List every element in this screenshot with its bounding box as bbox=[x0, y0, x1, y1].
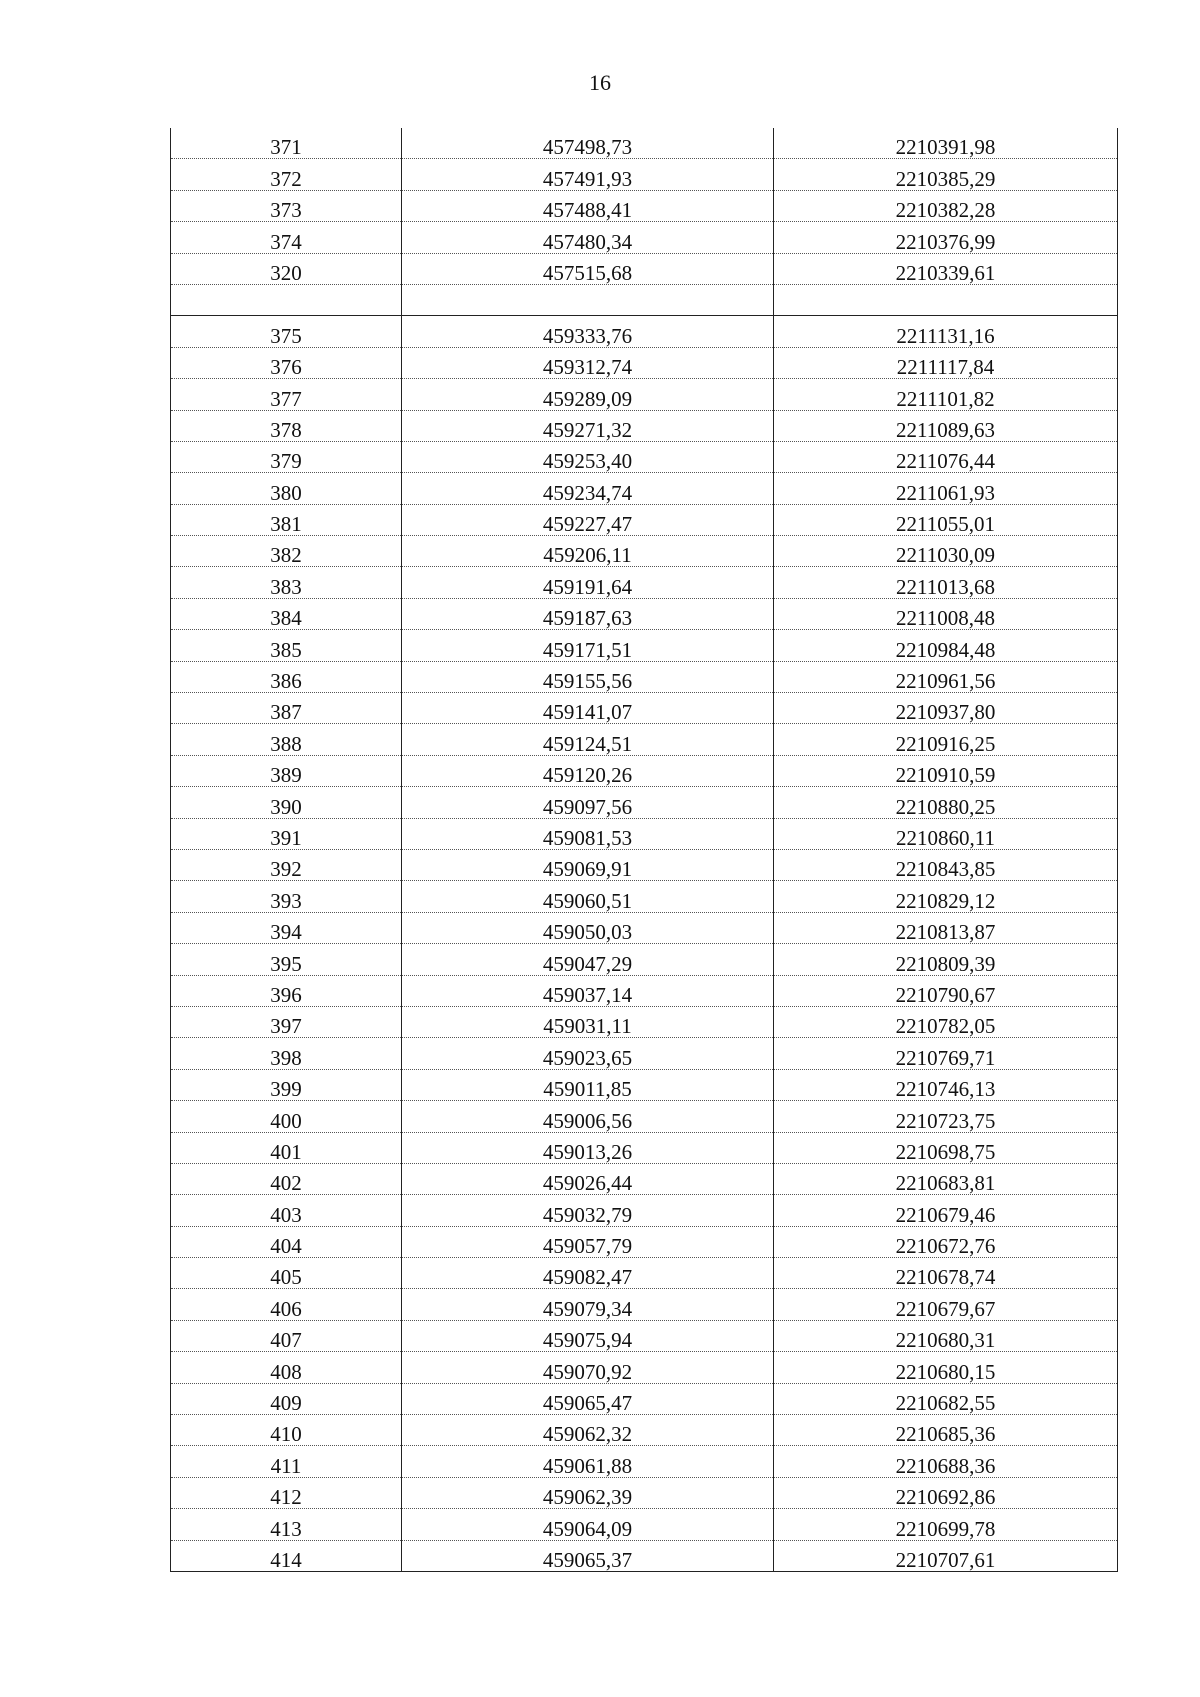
point-number-cell: 394 bbox=[171, 912, 402, 943]
x-coordinate-cell: 459253,40 bbox=[402, 441, 774, 472]
table-row bbox=[171, 787, 1118, 818]
table-row bbox=[171, 410, 1118, 441]
table-row bbox=[171, 1477, 1118, 1508]
point-number-cell: 392 bbox=[171, 849, 402, 880]
x-coordinate-cell: 459047,29 bbox=[402, 944, 774, 975]
x-coordinate-cell: 459097,56 bbox=[402, 787, 774, 818]
y-coordinate-cell: 2210339,61 bbox=[774, 253, 1118, 284]
table-row bbox=[171, 536, 1118, 567]
x-coordinate-cell: 459006,56 bbox=[402, 1101, 774, 1132]
point-number-cell: 401 bbox=[171, 1132, 402, 1163]
y-coordinate-cell: 2210707,61 bbox=[774, 1540, 1118, 1571]
y-coordinate-cell: 2210683,81 bbox=[774, 1163, 1118, 1194]
point-number-cell: 386 bbox=[171, 661, 402, 692]
x-coordinate-cell: 459065,37 bbox=[402, 1540, 774, 1571]
y-coordinate-cell: 2210382,28 bbox=[774, 190, 1118, 221]
point-number-cell: 408 bbox=[171, 1352, 402, 1383]
y-coordinate-cell: 2210984,48 bbox=[774, 630, 1118, 661]
x-coordinate-cell: 459032,79 bbox=[402, 1195, 774, 1226]
page-number: 16 bbox=[589, 70, 611, 95]
y-coordinate-cell: 2210679,67 bbox=[774, 1289, 1118, 1320]
point-number-cell: 400 bbox=[171, 1101, 402, 1132]
table-row bbox=[171, 253, 1118, 284]
y-coordinate-cell: 2210698,75 bbox=[774, 1132, 1118, 1163]
point-number-cell: 413 bbox=[171, 1509, 402, 1540]
table-row bbox=[171, 849, 1118, 880]
y-coordinate-cell: 2211061,93 bbox=[774, 473, 1118, 504]
x-coordinate-cell: 459011,85 bbox=[402, 1069, 774, 1100]
table-row bbox=[171, 818, 1118, 849]
x-coordinate-cell: 459050,03 bbox=[402, 912, 774, 943]
y-coordinate-cell: 2210680,31 bbox=[774, 1320, 1118, 1351]
x-coordinate-cell: 459062,39 bbox=[402, 1477, 774, 1508]
table-row bbox=[171, 1038, 1118, 1069]
point-number-cell: 399 bbox=[171, 1069, 402, 1100]
point-number-cell: 396 bbox=[171, 975, 402, 1006]
point-number-cell: 374 bbox=[171, 222, 402, 253]
point-number-cell: 388 bbox=[171, 724, 402, 755]
point-number-cell: 410 bbox=[171, 1415, 402, 1446]
point-number-cell: 398 bbox=[171, 1038, 402, 1069]
y-coordinate-cell: 2210860,11 bbox=[774, 818, 1118, 849]
table-row bbox=[171, 316, 1118, 347]
x-coordinate-cell: 459120,26 bbox=[402, 755, 774, 786]
y-coordinate-cell: 2211008,48 bbox=[774, 598, 1118, 629]
table-row bbox=[171, 944, 1118, 975]
point-number-cell: 407 bbox=[171, 1320, 402, 1351]
y-coordinate-cell: 2210692,86 bbox=[774, 1477, 1118, 1508]
y-coordinate-cell: 2210699,78 bbox=[774, 1509, 1118, 1540]
point-number-cell: 320 bbox=[171, 253, 402, 284]
table-row bbox=[171, 128, 1118, 159]
x-coordinate-cell: 459271,32 bbox=[402, 410, 774, 441]
y-coordinate-cell: 2210809,39 bbox=[774, 944, 1118, 975]
x-coordinate-cell: 459187,63 bbox=[402, 598, 774, 629]
table-row bbox=[171, 1069, 1118, 1100]
point-number-cell: 405 bbox=[171, 1258, 402, 1289]
table-row bbox=[171, 693, 1118, 724]
point-number-cell: 385 bbox=[171, 630, 402, 661]
table-row bbox=[171, 755, 1118, 786]
point-number-cell: 403 bbox=[171, 1195, 402, 1226]
x-coordinate-cell: 459013,26 bbox=[402, 1132, 774, 1163]
coordinates-table bbox=[170, 128, 1118, 1572]
x-coordinate-cell: 459124,51 bbox=[402, 724, 774, 755]
y-coordinate-cell: 2211101,82 bbox=[774, 379, 1118, 410]
table-row bbox=[171, 724, 1118, 755]
y-coordinate-cell: 2210937,80 bbox=[774, 693, 1118, 724]
point-number-cell: 406 bbox=[171, 1289, 402, 1320]
y-coordinate-cell: 2210376,99 bbox=[774, 222, 1118, 253]
point-number-cell: 383 bbox=[171, 567, 402, 598]
point-number-cell: 376 bbox=[171, 347, 402, 378]
x-coordinate-cell: 459069,91 bbox=[402, 849, 774, 880]
y-coordinate-cell: 2210769,71 bbox=[774, 1038, 1118, 1069]
point-number-cell: 397 bbox=[171, 1006, 402, 1037]
y-coordinate-cell: 2210961,56 bbox=[774, 661, 1118, 692]
point-number-cell: 390 bbox=[171, 787, 402, 818]
x-coordinate-cell: 459075,94 bbox=[402, 1320, 774, 1351]
point-number-cell: 404 bbox=[171, 1226, 402, 1257]
y-coordinate-cell: 2210678,74 bbox=[774, 1258, 1118, 1289]
x-coordinate-cell: 459064,09 bbox=[402, 1509, 774, 1540]
point-number-cell: 378 bbox=[171, 410, 402, 441]
y-coordinate-cell: 2210391,98 bbox=[774, 128, 1118, 159]
point-number-cell: 389 bbox=[171, 755, 402, 786]
x-coordinate-cell: 459062,32 bbox=[402, 1415, 774, 1446]
x-coordinate-cell: 459061,88 bbox=[402, 1446, 774, 1477]
coordinates-table-body bbox=[171, 128, 1118, 1571]
y-coordinate-cell: 2210385,29 bbox=[774, 159, 1118, 190]
table-row bbox=[171, 1195, 1118, 1226]
x-coordinate-cell: 459206,11 bbox=[402, 536, 774, 567]
point-number-cell: 414 bbox=[171, 1540, 402, 1571]
table-row bbox=[171, 1446, 1118, 1477]
point-number-cell: 373 bbox=[171, 190, 402, 221]
y-coordinate-cell: 2211089,63 bbox=[774, 410, 1118, 441]
y-coordinate-cell: 2210790,67 bbox=[774, 975, 1118, 1006]
y-coordinate-cell: 2211013,68 bbox=[774, 567, 1118, 598]
x-coordinate-cell: 459079,34 bbox=[402, 1289, 774, 1320]
table-row bbox=[171, 881, 1118, 912]
point-number-cell: 380 bbox=[171, 473, 402, 504]
y-coordinate-cell: 2211076,44 bbox=[774, 441, 1118, 472]
y-coordinate-cell: 2210782,05 bbox=[774, 1006, 1118, 1037]
x-coordinate-cell: 459070,92 bbox=[402, 1352, 774, 1383]
y-coordinate-cell bbox=[774, 284, 1118, 315]
y-coordinate-cell: 2210680,15 bbox=[774, 1352, 1118, 1383]
table-row bbox=[171, 598, 1118, 629]
table-row bbox=[171, 567, 1118, 598]
y-coordinate-cell: 2210723,75 bbox=[774, 1101, 1118, 1132]
table-row bbox=[171, 1383, 1118, 1414]
table-row bbox=[171, 1163, 1118, 1194]
table-row bbox=[171, 504, 1118, 535]
x-coordinate-cell: 459057,79 bbox=[402, 1226, 774, 1257]
table-row bbox=[171, 1320, 1118, 1351]
point-number-cell: 382 bbox=[171, 536, 402, 567]
y-coordinate-cell: 2210679,46 bbox=[774, 1195, 1118, 1226]
point-number-cell: 375 bbox=[171, 316, 402, 347]
table-row bbox=[171, 975, 1118, 1006]
table-row bbox=[171, 1289, 1118, 1320]
table-row bbox=[171, 1258, 1118, 1289]
point-number-cell: 372 bbox=[171, 159, 402, 190]
y-coordinate-cell: 2210682,55 bbox=[774, 1383, 1118, 1414]
y-coordinate-cell: 2210813,87 bbox=[774, 912, 1118, 943]
table-row bbox=[171, 190, 1118, 221]
x-coordinate-cell: 459082,47 bbox=[402, 1258, 774, 1289]
x-coordinate-cell: 459141,07 bbox=[402, 693, 774, 724]
point-number-cell: 384 bbox=[171, 598, 402, 629]
point-number-cell: 412 bbox=[171, 1477, 402, 1508]
y-coordinate-cell: 2210916,25 bbox=[774, 724, 1118, 755]
x-coordinate-cell: 459333,76 bbox=[402, 316, 774, 347]
table-row bbox=[171, 284, 1118, 315]
x-coordinate-cell: 457488,41 bbox=[402, 190, 774, 221]
table-row bbox=[171, 912, 1118, 943]
point-number-cell bbox=[171, 284, 402, 315]
table-row bbox=[171, 1101, 1118, 1132]
table-row bbox=[171, 1006, 1118, 1037]
table-row bbox=[171, 473, 1118, 504]
point-number-cell: 409 bbox=[171, 1383, 402, 1414]
point-number-cell: 411 bbox=[171, 1446, 402, 1477]
point-number-cell: 402 bbox=[171, 1163, 402, 1194]
y-coordinate-cell: 2211055,01 bbox=[774, 504, 1118, 535]
x-coordinate-cell: 459081,53 bbox=[402, 818, 774, 849]
point-number-cell: 391 bbox=[171, 818, 402, 849]
x-coordinate-cell: 459234,74 bbox=[402, 473, 774, 504]
table-row bbox=[171, 630, 1118, 661]
x-coordinate-cell: 457498,73 bbox=[402, 128, 774, 159]
table-row bbox=[171, 1132, 1118, 1163]
y-coordinate-cell: 2210843,85 bbox=[774, 849, 1118, 880]
x-coordinate-cell: 459227,47 bbox=[402, 504, 774, 535]
y-coordinate-cell: 2211131,16 bbox=[774, 316, 1118, 347]
y-coordinate-cell: 2210746,13 bbox=[774, 1069, 1118, 1100]
table-row bbox=[171, 222, 1118, 253]
point-number-cell: 393 bbox=[171, 881, 402, 912]
table-row bbox=[171, 379, 1118, 410]
x-coordinate-cell: 459289,09 bbox=[402, 379, 774, 410]
x-coordinate-cell: 459065,47 bbox=[402, 1383, 774, 1414]
y-coordinate-cell: 2210685,36 bbox=[774, 1415, 1118, 1446]
y-coordinate-cell: 2211117,84 bbox=[774, 347, 1118, 378]
y-coordinate-cell: 2210910,59 bbox=[774, 755, 1118, 786]
x-coordinate-cell: 459191,64 bbox=[402, 567, 774, 598]
point-number-cell: 381 bbox=[171, 504, 402, 535]
table-row bbox=[171, 1509, 1118, 1540]
y-coordinate-cell: 2210880,25 bbox=[774, 787, 1118, 818]
x-coordinate-cell bbox=[402, 284, 774, 315]
x-coordinate-cell: 459031,11 bbox=[402, 1006, 774, 1037]
x-coordinate-cell: 459026,44 bbox=[402, 1163, 774, 1194]
table-row bbox=[171, 441, 1118, 472]
point-number-cell: 387 bbox=[171, 693, 402, 724]
table-row bbox=[171, 347, 1118, 378]
table-row bbox=[171, 1415, 1118, 1446]
table-row bbox=[171, 661, 1118, 692]
point-number-cell: 377 bbox=[171, 379, 402, 410]
point-number-cell: 395 bbox=[171, 944, 402, 975]
x-coordinate-cell: 457480,34 bbox=[402, 222, 774, 253]
x-coordinate-cell: 457491,93 bbox=[402, 159, 774, 190]
x-coordinate-cell: 457515,68 bbox=[402, 253, 774, 284]
point-number-cell: 379 bbox=[171, 441, 402, 472]
x-coordinate-cell: 459312,74 bbox=[402, 347, 774, 378]
x-coordinate-cell: 459171,51 bbox=[402, 630, 774, 661]
y-coordinate-cell: 2210672,76 bbox=[774, 1226, 1118, 1257]
point-number-cell: 371 bbox=[171, 128, 402, 159]
x-coordinate-cell: 459155,56 bbox=[402, 661, 774, 692]
table-row bbox=[171, 1226, 1118, 1257]
y-coordinate-cell: 2210829,12 bbox=[774, 881, 1118, 912]
x-coordinate-cell: 459037,14 bbox=[402, 975, 774, 1006]
y-coordinate-cell: 2211030,09 bbox=[774, 536, 1118, 567]
x-coordinate-cell: 459060,51 bbox=[402, 881, 774, 912]
y-coordinate-cell: 2210688,36 bbox=[774, 1446, 1118, 1477]
table-row bbox=[171, 1540, 1118, 1571]
x-coordinate-cell: 459023,65 bbox=[402, 1038, 774, 1069]
table-row bbox=[171, 159, 1118, 190]
table-row bbox=[171, 1352, 1118, 1383]
